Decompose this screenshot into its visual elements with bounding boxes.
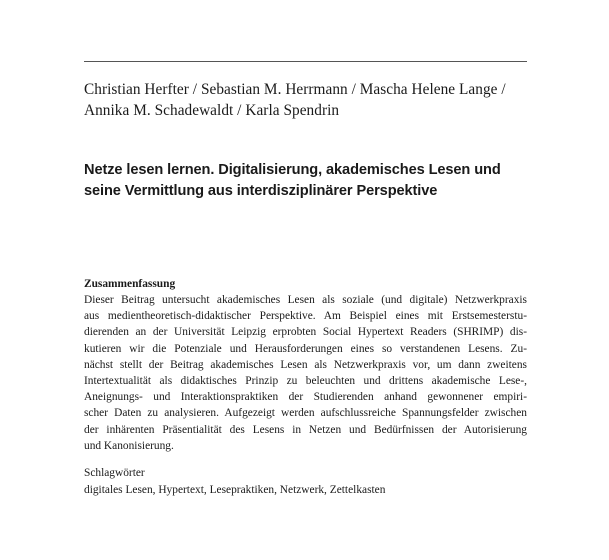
keywords-label: Schlagwörter xyxy=(84,467,145,479)
abstract-body xyxy=(84,292,527,454)
author-line-2: Annika M. Schadewaldt / Karla Spendrin xyxy=(84,102,340,119)
abstract-line: dierenden an der Universität Leipzig erprobten Social Hypertext Readers (SHRIMP) dis- xyxy=(84,326,527,339)
title-line-1: Netze lesen lernen. Digitalisierung, akademisches Lesen und xyxy=(84,162,501,178)
abstract-line: Dieser Beitrag untersucht akademisches Lesen als soziale (und digitale) Netzwerkpraxis xyxy=(84,294,527,306)
abstract-line: der inhärenten Präsentialität des Lesens in Netzen und Bedürfnissen der Autorisierung xyxy=(84,423,527,436)
abstract-line: Intertextualität als didaktisches Prinzip zu beleuchten und drittens akademische Lese-, xyxy=(84,375,527,388)
abstract-heading: Zusammenfassung xyxy=(84,278,176,290)
keywords-list: digitales Lesen, Hypertext, Lesepraktiken, Netzwerk, Zettelkasten xyxy=(84,484,386,496)
abstract-line: Aneignungs- und Interaktionspraktiken der Studierenden anhand gewonnener empiri- xyxy=(84,391,527,404)
article-title xyxy=(84,160,534,202)
author-line-1: Christian Herfter / Sebastian M. Herrmann / Mascha Helene Lange / xyxy=(84,81,506,98)
abstract-line: aus medientheoretisch-didaktischer Perspektive. Am Beispiel eines mit Erstsemesterstu- xyxy=(84,310,527,323)
abstract-line: scher Daten zu analysieren. Aufgezeigt werden aufschlussreiche Spannungsfelder zwischen xyxy=(84,407,527,420)
top-rule xyxy=(84,61,527,62)
title-line-2: seine Vermittlung aus interdisziplinärer Perspektive xyxy=(84,183,438,199)
abstract-line: kutieren wir die Potenziale und Herausforderungen eines so verstandenen Lesens. Zu- xyxy=(84,342,527,355)
abstract-line: nächst stellt der Beitrag akademisches Lesen als Netzwerkpraxis vor, um dann zweitens xyxy=(84,358,527,371)
author-list xyxy=(84,79,534,121)
abstract-line: und Kanonisierung. xyxy=(84,439,174,452)
